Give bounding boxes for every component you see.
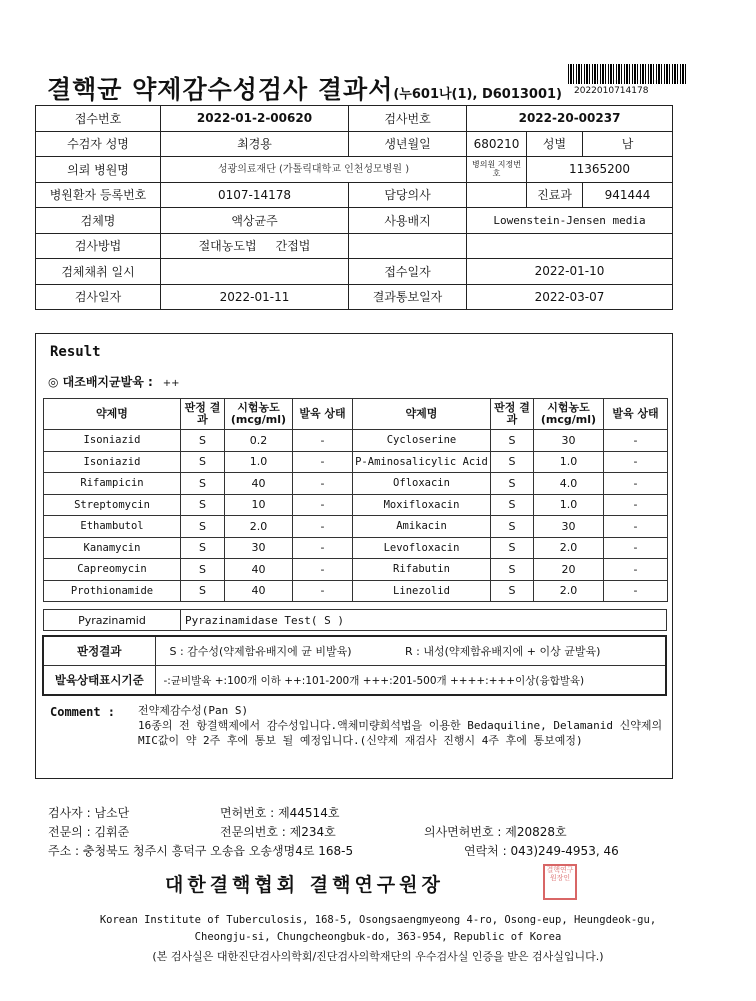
specimen: 액상균주: [161, 208, 349, 234]
test-date: 2022-01-11: [161, 284, 349, 310]
doctor: [467, 182, 527, 208]
drug-growth-cell: -: [293, 559, 353, 581]
drug-name-cell: Moxifloxacin: [353, 494, 491, 516]
col-growth-2: 발육 상태: [604, 399, 668, 430]
result-label: Result: [50, 344, 101, 360]
control-growth: [48, 373, 180, 390]
footer-contact: [464, 842, 619, 859]
address-en-line-2: Cheongju-si, Chungcheongbuk-do, 363-954, Republic of Korea: [194, 931, 562, 943]
contact: 043)249-4953, 46: [510, 844, 619, 858]
dept-no: 941444: [583, 182, 673, 208]
drug-growth-cell: -: [293, 516, 353, 538]
control-label: ◎ 대조배지균발육 :: [48, 375, 153, 389]
drug-name-cell: Streptomycin: [44, 494, 181, 516]
doctor-license: 제20828호: [505, 825, 567, 839]
drug-name-cell: Rifampicin: [44, 473, 181, 495]
table-row: [44, 451, 668, 473]
drug-judge-cell: S: [491, 494, 534, 516]
doctor-label: 담당의사: [349, 182, 467, 208]
drug-growth-cell: -: [604, 473, 668, 495]
drug-name-cell: Isoniazid: [44, 451, 181, 473]
patient-name: 최경용: [161, 131, 349, 157]
drug-name-cell: Cycloserine: [353, 430, 491, 452]
control-value: ++: [162, 378, 180, 389]
drug-growth-cell: -: [604, 494, 668, 516]
drug-judge-cell: S: [491, 537, 534, 559]
legend-growth-label: 발육상태표시기준: [43, 666, 155, 696]
drug-judge-cell: S: [491, 580, 534, 602]
test-no-label: 검사번호: [349, 106, 467, 132]
report-date: 2022-03-07: [467, 284, 673, 310]
drug-conc-cell: 30: [534, 430, 604, 452]
drug-growth-cell: -: [293, 494, 353, 516]
specimen-label: 검체명: [36, 208, 161, 234]
drug-judge-cell: S: [491, 430, 534, 452]
drug-judge-cell: S: [181, 537, 225, 559]
drug-growth-cell: -: [604, 430, 668, 452]
barcode-number: 2022010714178: [574, 86, 649, 96]
col-judge-2: 판정 결과: [491, 399, 534, 430]
drug-judge-cell: S: [491, 559, 534, 581]
drug-name-cell: Levofloxacin: [353, 537, 491, 559]
drug-name-cell: Capreomycin: [44, 559, 181, 581]
receipt-no-label: 접수번호: [36, 106, 161, 132]
table-row: [44, 580, 668, 602]
pza-value: Pyrazinamidase Test( S ): [181, 610, 667, 631]
address-english: [40, 912, 716, 946]
drug-conc-cell: 40: [225, 559, 293, 581]
drug-conc-cell: 2.0: [534, 580, 604, 602]
legend-judge-s: S : 감수성(약제함유배지에 균 비발육): [155, 636, 401, 666]
header-table: [35, 105, 673, 310]
test-no: 2022-20-00237: [467, 106, 673, 132]
table-row: [44, 537, 668, 559]
drug-judge-cell: S: [491, 473, 534, 495]
official-seal: 결핵연구원장인: [543, 864, 577, 900]
col-conc-2: 시험농도 (mcg/ml): [534, 399, 604, 430]
certification-note: (본 검사실은 대한진단검사의학회/진단검사의학재단의 우수검사실 인증을 받은 검사실입니다.): [152, 950, 604, 963]
drug-judge-cell: S: [181, 430, 225, 452]
table-row: [44, 516, 668, 538]
receipt-no: 2022-01-2-00620: [161, 106, 349, 132]
drug-table-header: [44, 399, 668, 430]
legend-growth-text: -:균비발육 +:100개 이하 ++:101-200개 +++:201-500개 ++++:+++이상(융합발육): [155, 666, 666, 696]
specialist: 김휘준: [94, 825, 130, 839]
footer-address: [48, 842, 353, 859]
drug-conc-cell: 4.0: [534, 473, 604, 495]
method-empty: [349, 233, 467, 259]
method: [161, 233, 349, 259]
drug-growth-cell: -: [604, 516, 668, 538]
comment-text: [138, 703, 663, 748]
drug-conc-cell: 1.0: [534, 494, 604, 516]
hospital-code-label: 병의원 지정번호: [467, 157, 527, 183]
drug-judge-cell: S: [181, 451, 225, 473]
form-code: (누601나(1), D6013001): [393, 87, 562, 102]
drug-name-cell: Kanamycin: [44, 537, 181, 559]
drug-growth-cell: -: [604, 580, 668, 602]
dob-label: 생년월일: [349, 131, 467, 157]
col-judge: 판정 결과: [181, 399, 225, 430]
drug-conc-cell: 40: [225, 473, 293, 495]
comment-line-2: 16종의 전 항결핵제에서 감수성입니다.액체미량희석법을 이용한 Bedaquiline, Delamanid 신약제의 MIC값이 약 2주 후에 통보 될 예정입니다.(신약제 재검사 진행시 4주 후에 통보예정): [138, 719, 663, 747]
method-1: 절대농도법: [198, 239, 257, 254]
drug-growth-cell: -: [604, 537, 668, 559]
hospital-code: 11365200: [527, 157, 673, 183]
doctor-license-label: 의사면허번호 :: [424, 825, 502, 839]
barcode: [568, 64, 688, 84]
footer-specialist: [48, 823, 129, 840]
drug-conc-cell: 2.0: [225, 516, 293, 538]
drug-judge-cell: S: [181, 494, 225, 516]
comment-label: Comment :: [50, 705, 116, 719]
drug-growth-cell: -: [604, 451, 668, 473]
drug-conc-cell: 40: [225, 580, 293, 602]
test-date-label: 검사일자: [36, 284, 161, 310]
medium-label: 사용배지: [349, 208, 467, 234]
receive-date: 2022-01-10: [467, 259, 673, 285]
drug-conc-cell: 10: [225, 494, 293, 516]
drug-conc-cell: 1.0: [534, 451, 604, 473]
drug-name-cell: Isoniazid: [44, 430, 181, 452]
specialist-no-label: 전문의번호 :: [220, 825, 286, 839]
method-label: 검사방법: [36, 233, 161, 259]
drug-name-cell: Ethambutol: [44, 516, 181, 538]
footer-tester: [48, 804, 129, 821]
drug-judge-cell: S: [181, 473, 225, 495]
hospital-pt-no: 0107-14178: [161, 182, 349, 208]
drug-conc-cell: 20: [534, 559, 604, 581]
drug-conc-cell: 1.0: [225, 451, 293, 473]
col-drug-name: 약제명: [44, 399, 181, 430]
patient-name-label: 수검자 성명: [36, 131, 161, 157]
report-label: 결과통보일자: [349, 284, 467, 310]
drug-conc-cell: 0.2: [225, 430, 293, 452]
drug-growth-cell: -: [293, 580, 353, 602]
drug-judge-cell: S: [181, 516, 225, 538]
license-label: 면허번호 :: [220, 806, 275, 820]
tester-label: 검사자 :: [48, 806, 91, 820]
hospital-name: 성광의료재단 (가톨릭대학교 인천성모병원 ): [161, 157, 467, 183]
drug-growth-cell: -: [293, 473, 353, 495]
medium: Lowenstein-Jensen media: [467, 208, 673, 234]
drug-name-cell: Rifabutin: [353, 559, 491, 581]
col-conc: 시험농도 (mcg/ml): [225, 399, 293, 430]
drug-growth-cell: -: [293, 537, 353, 559]
drug-name-cell: Linezolid: [353, 580, 491, 602]
hospital-label: 의뢰 병원명: [36, 157, 161, 183]
contact-label: 연락처 :: [464, 844, 507, 858]
document-title: [47, 70, 562, 106]
sex-label: 성별: [527, 131, 583, 157]
license: 제44514호: [278, 806, 340, 820]
drug-judge-cell: S: [181, 580, 225, 602]
drug-conc-cell: 30: [534, 516, 604, 538]
footer-doctor-license: [424, 823, 567, 840]
pza-label: Pyrazinamid: [44, 610, 181, 631]
dept-label: 진료과: [527, 182, 583, 208]
drug-growth-cell: -: [293, 451, 353, 473]
drug-growth-cell: -: [604, 559, 668, 581]
col-growth: 발육 상태: [293, 399, 353, 430]
drug-name-cell: Ofloxacin: [353, 473, 491, 495]
drug-judge-cell: S: [181, 559, 225, 581]
legend-judge-label: 판정결과: [43, 636, 155, 666]
collect-label: 검체채취 일시: [36, 259, 161, 285]
hospital-pt-label: 병원환자 등록번호: [36, 182, 161, 208]
drug-judge-cell: S: [491, 516, 534, 538]
table-row: [44, 473, 668, 495]
address: 충청북도 청주시 흥덕구 오송읍 오송생명4로 168-5: [82, 844, 354, 858]
title-main: 결핵균 약제감수성검사 결과서: [47, 75, 394, 104]
table-row: [44, 494, 668, 516]
drug-name-cell: Prothionamide: [44, 580, 181, 602]
pza-table: [43, 609, 667, 631]
dob: 680210: [467, 131, 527, 157]
footer-specialist-no: [220, 823, 336, 840]
method-2: 간접법: [275, 239, 311, 254]
drug-growth-cell: -: [293, 430, 353, 452]
legend-table: [42, 635, 667, 696]
collect-date: [161, 259, 349, 285]
drug-name-cell: Amikacin: [353, 516, 491, 538]
organization-name: 대한결핵협회 결핵연구원장: [165, 874, 444, 896]
method-empty-2: [467, 233, 673, 259]
drug-conc-cell: 30: [225, 537, 293, 559]
receive-label: 접수일자: [349, 259, 467, 285]
address-en-line-1: Korean Institute of Tuberculosis, 168-5, Osongsaengmyeong 4-ro, Osong-eup, Heungdeok-gu,: [99, 914, 657, 926]
drug-table: [43, 398, 668, 602]
drug-conc-cell: 2.0: [534, 537, 604, 559]
table-row: [44, 559, 668, 581]
specialist-no: 제234호: [289, 825, 336, 839]
footer-license: [220, 804, 339, 821]
tester: 남소단: [94, 806, 130, 820]
table-row: [44, 430, 668, 452]
specialist-label: 전문의 :: [48, 825, 91, 839]
address-label: 주소 :: [48, 844, 80, 858]
legend-judge-r: R : 내성(약제함유배지에 + 이상 균발육): [401, 636, 666, 666]
drug-judge-cell: S: [491, 451, 534, 473]
col-drug-name-2: 약제명: [353, 399, 491, 430]
comment-line-1: 전약제감수성(Pan S): [138, 704, 249, 717]
sex: 남: [583, 131, 673, 157]
drug-name-cell: P-Aminosalicylic Acid: [353, 451, 491, 473]
